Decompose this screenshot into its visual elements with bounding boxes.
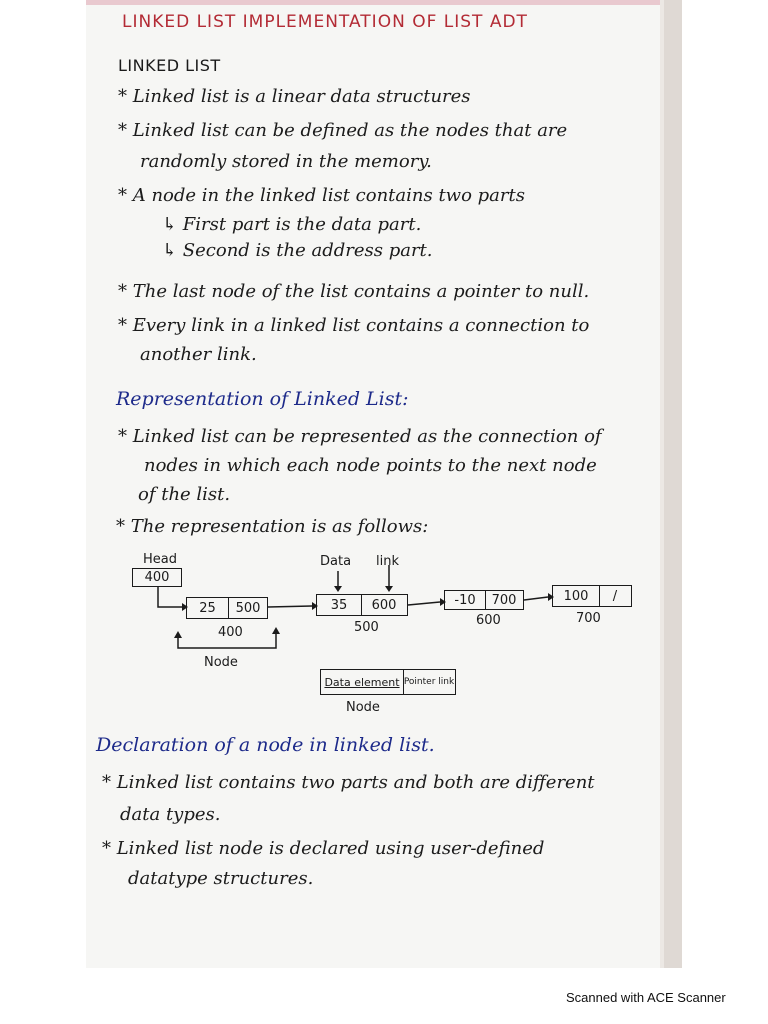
node-data-cell: 25 [187,598,229,618]
bullet-line: randomly stored in the memory. [140,151,432,172]
node-address-label: 500 [354,620,379,635]
bullet-line: * Every link in a linked list contains a connection to [118,315,590,336]
legend-data-element: Data element [321,670,404,694]
scanner-watermark: Scanned with ACE Scanner [566,990,726,1005]
node-link-cell: 700 [491,592,517,608]
node-link-cell: 500 [235,600,261,616]
next-arrow [268,606,312,607]
bullet-line: * Linked list can be defined as the nodes that are [118,120,568,141]
bullet-line: * A node in the linked list contains two parts [118,185,525,206]
bullet-line: datatype structures. [128,868,314,889]
bullet-line: another link. [140,344,257,365]
section-heading-declaration: Declaration of a node in linked list. [96,734,435,756]
head-label: Head [143,552,177,567]
bullet-line: * The last node of the list contains a pointer to null. [118,281,590,302]
bullet-line: nodes in which each node points to the next node [144,455,597,476]
link-field-label: link [376,554,399,569]
notebook-page-scan [86,0,682,968]
bullet-line: * The representation is as follows: [116,516,429,537]
head-arrow [158,587,182,607]
head-pointer-value: 400 [144,570,170,585]
sub-bullet-line: ↳ Second is the address part. [162,240,433,261]
node-data-cell: 35 [317,595,362,615]
node-address-label: 700 [576,611,601,626]
node-data-cell: 100 [553,586,600,606]
node-link-cell: 600 [371,597,397,613]
bullet-line: * Linked list contains two parts and both are different [102,772,595,793]
node-structure-legend [320,669,456,695]
node-brace [178,633,276,648]
bullet-line: * Linked list can be represented as the connection of [118,426,602,447]
node-data-cell: -10 [445,591,486,609]
bullet-line: * Linked list is a linear data structures [118,86,471,107]
next-arrow [524,597,548,600]
node-null-cell: / [612,588,618,604]
data-field-label: Data [320,554,352,569]
node-address-label: 600 [476,613,501,628]
section-heading-linked-list: LINKED LIST [118,56,221,75]
bullet-line: of the list. [138,484,231,505]
legend-caption: Node [346,700,380,715]
bullet-line: * Linked list node is declared using user-defined [102,838,545,859]
section-heading-representation: Representation of Linked List: [116,388,409,410]
next-arrow [408,602,440,605]
page-title: LINKED LIST IMPLEMENTATION OF LIST ADT [122,12,528,32]
bullet-line: data types. [120,804,221,825]
node-brace-label: Node [204,655,238,670]
sub-bullet-line: ↳ First part is the data part. [162,214,422,235]
node-address-label: 400 [218,625,243,640]
legend-pointer-link: Pointer link [403,677,455,687]
